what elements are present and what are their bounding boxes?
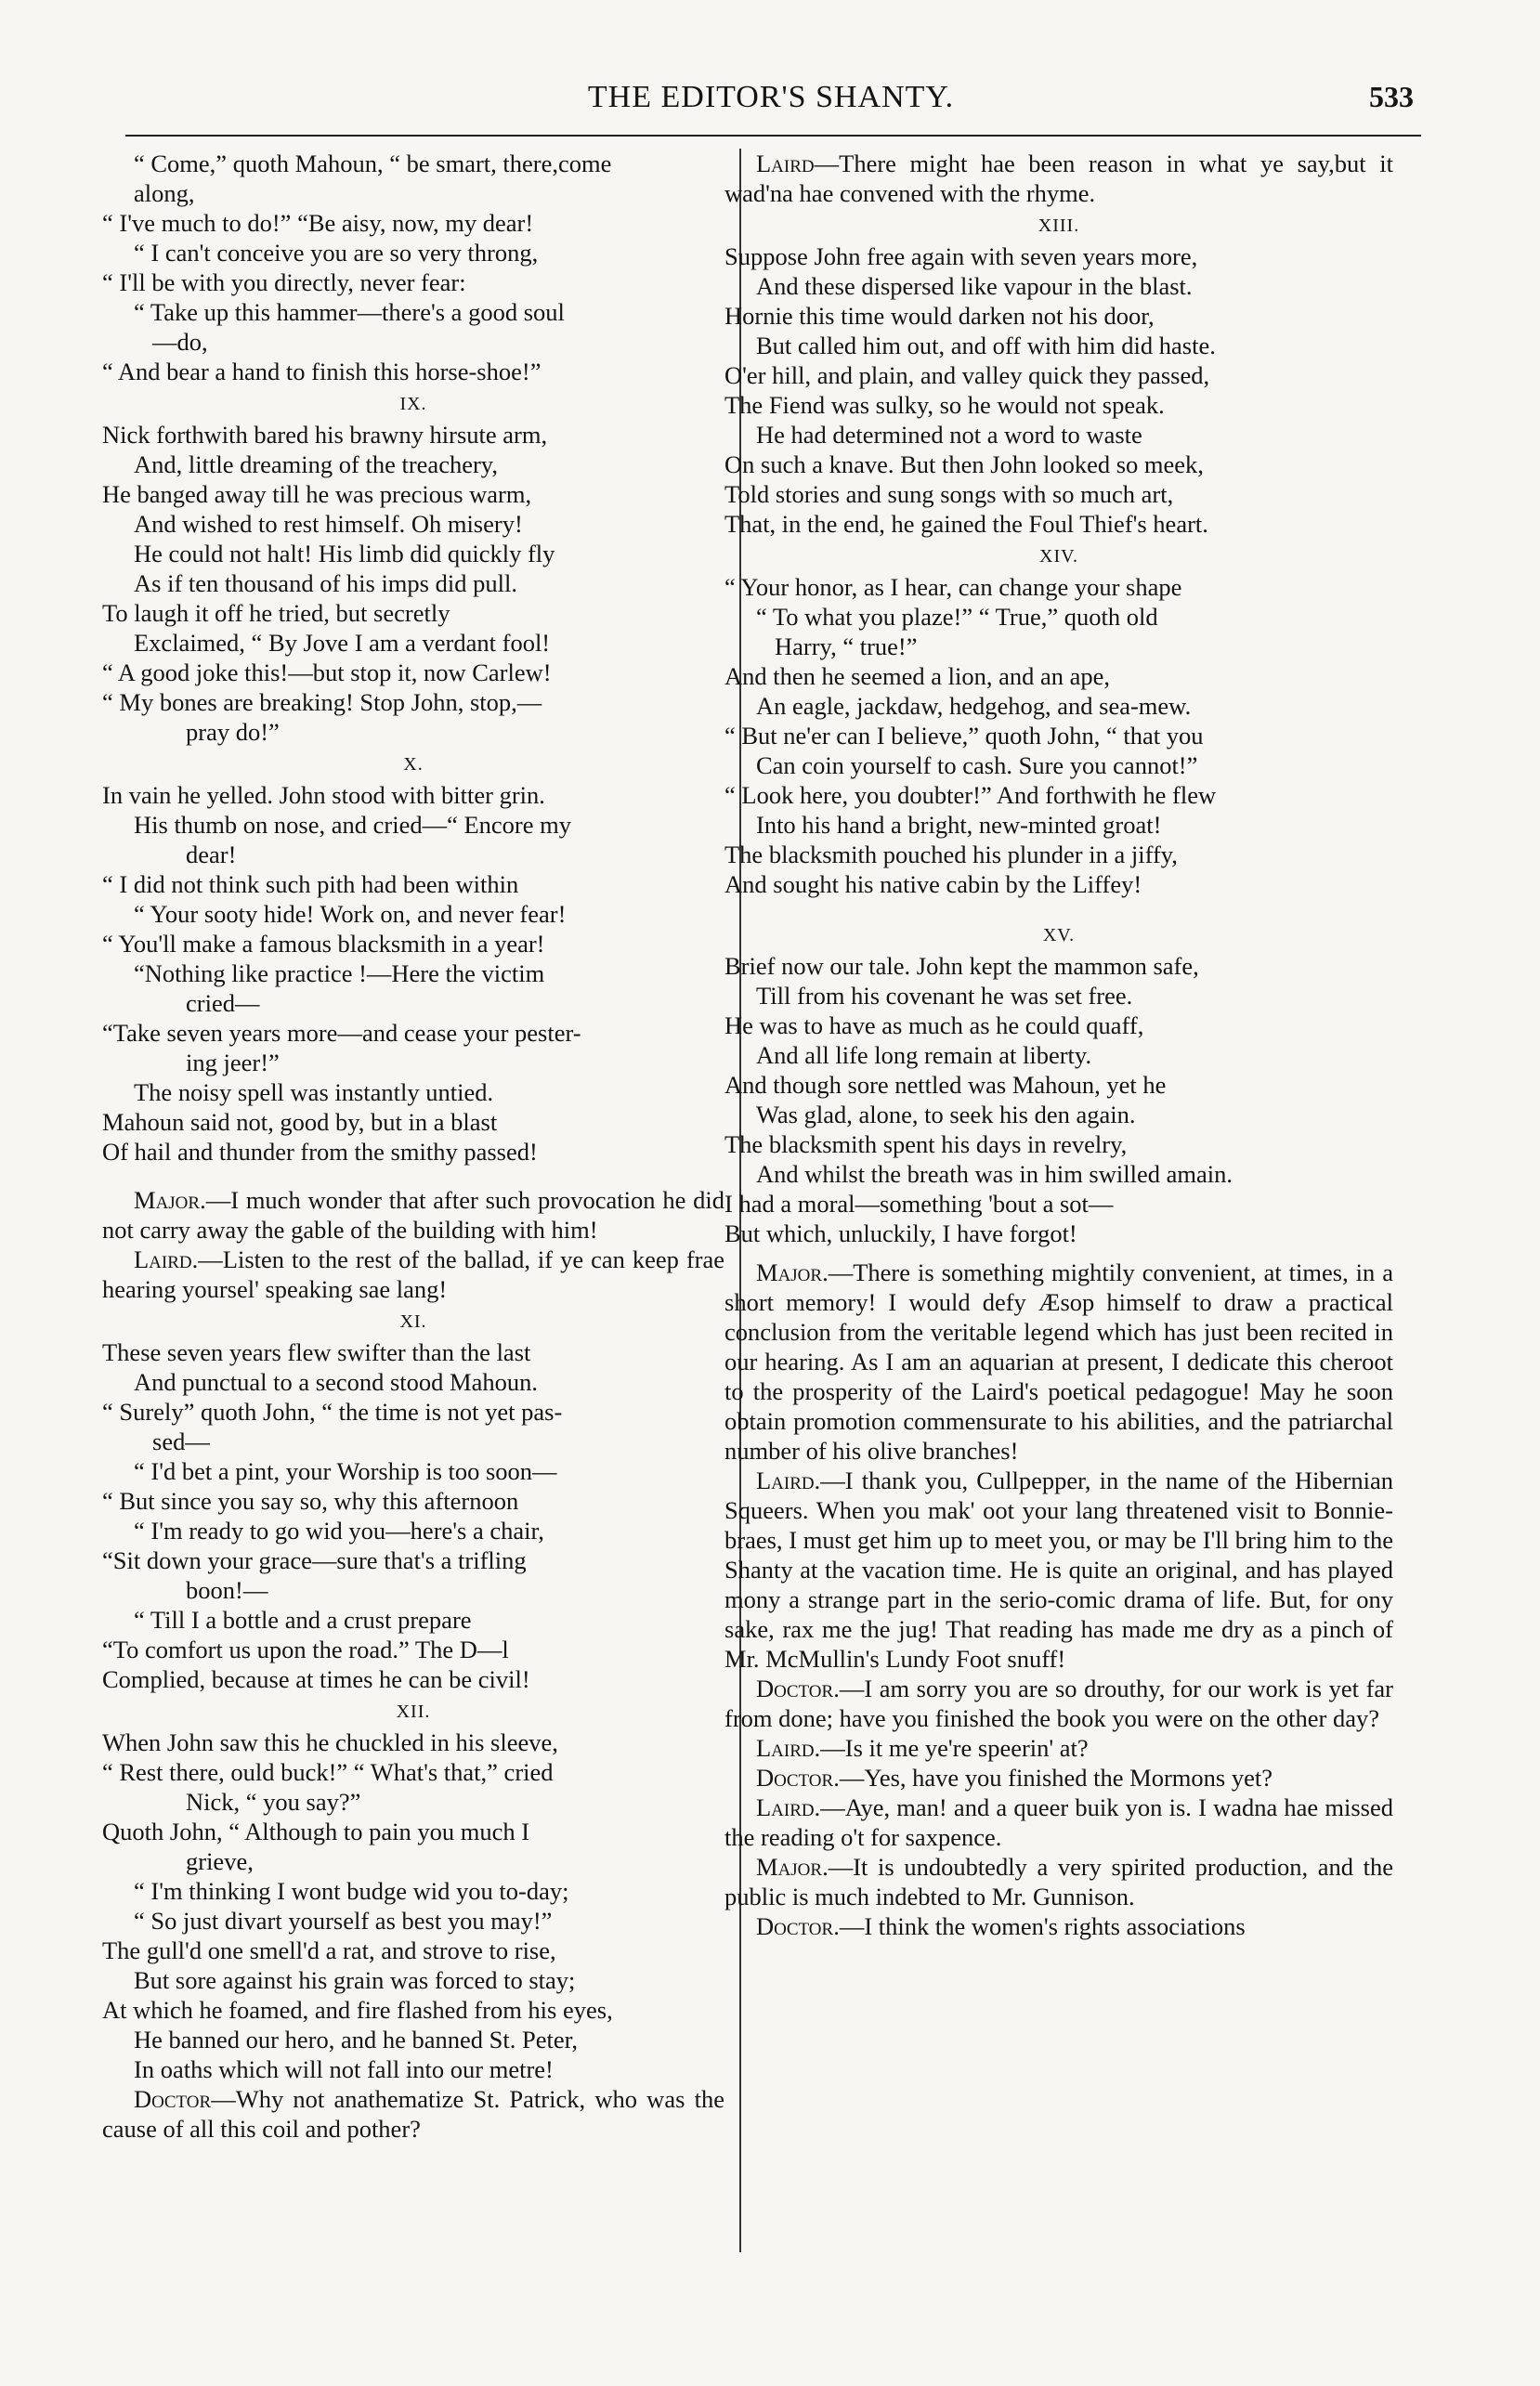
verse-line: Of hail and thunder from the smithy passed! [102, 1138, 538, 1166]
verse-line: To laugh it off he tried, but secretly [102, 599, 450, 627]
verse-line: Nick forthwith bared his brawny hirsute arm, [102, 421, 548, 449]
verse-line: And whilst the breath was in him swilled amain. [756, 1160, 1233, 1188]
verse-line: “ Rest there, ould buck!” “ What's that,” cried [102, 1758, 554, 1786]
verse-line: Into his hand a bright, new-minted groat! [756, 811, 1162, 839]
dialogue-paragraph [724, 1911, 1393, 1941]
verse-line: “ I've much to do!” “Be aisy, now, my dear! [102, 209, 534, 237]
verse-line: But sore against his grain was forced to stay; [134, 1966, 576, 1994]
verse-line: “ Your honor, as I hear, can change your shape [724, 573, 1182, 601]
dialogue-paragraph [102, 1245, 724, 1304]
verse-line: “ Your sooty hide! Work on, and never fear! [134, 900, 567, 928]
verse-line: grieve, [186, 1847, 254, 1875]
dialogue-paragraph [724, 149, 1393, 208]
speaker-name: Major. [756, 1258, 829, 1286]
verse-line: pray do!” [186, 718, 280, 746]
verse-line: He was to have as much as he could quaff, [724, 1011, 1144, 1039]
verse-line: In oaths which will not fall into our metre! [134, 2055, 554, 2083]
verse-line: He banned our hero, and he banned St. Peter, [134, 2026, 578, 2054]
verse-line: Brief now our tale. John kept the mammon safe, [724, 952, 1199, 980]
verse-line: When John saw this he chuckled in his sleeve, [102, 1728, 558, 1756]
verse-line: And, little dreaming of the treachery, [134, 450, 498, 478]
speaker-name: Laird. [134, 1245, 199, 1273]
verse-line: “ I'm ready to go wid you—here's a chair, [134, 1517, 544, 1545]
verse-line: He had determined not a word to waste [756, 421, 1142, 449]
verse-line: Suppose John free again with seven years more, [724, 242, 1198, 270]
page-header [121, 80, 1421, 128]
verse-line: On such a knave. But then John looked so meek, [724, 450, 1204, 478]
verse-line: dear! [186, 841, 237, 868]
verse-line: Complied, because at times he can be civil! [102, 1665, 530, 1693]
dialogue-text: —I think the women's rights associations [839, 1912, 1246, 1940]
running-title: THE EDITOR'S SHANTY. [587, 80, 955, 114]
verse-line: An eagle, jackdaw, hedgehog, and sea-mew. [756, 692, 1192, 720]
dialogue-paragraph [724, 1763, 1393, 1793]
right-column [724, 149, 1393, 1941]
dialogue-text: —Aye, man! and a queer buik yon is. I wadna hae missed the reading o't for saxpence. [724, 1793, 1393, 1851]
dialogue-paragraph [724, 1852, 1393, 1911]
verse-line: “ Surely” quoth John, “ the time is not yet pas- [102, 1398, 563, 1426]
verse-line: He banged away till he was precious warm, [102, 480, 532, 508]
verse-line: “ So just divart yourself as best you may!” [134, 1907, 553, 1935]
verse-line: Can coin yourself to cash. Sure you cannot!” [756, 751, 1198, 779]
verse-line: “ Come,” quoth Mahoun, “ be smart, there,come [134, 150, 612, 177]
verse-line: “Take seven years more—and cease your pester- [102, 1019, 581, 1047]
verse-line: The blacksmith spent his days in revelry, [724, 1130, 1128, 1158]
verse-line: “ Look here, you doubter!” And forthwith he flew [724, 781, 1217, 809]
stanza-number: XV. [1042, 925, 1076, 945]
verse-line: And these dispersed like vapour in the blast. [756, 272, 1193, 300]
verse-line: He could not halt! His limb did quickly fly [134, 540, 555, 567]
left-column [102, 149, 724, 2144]
speaker-name: Doctor [134, 2085, 212, 2113]
verse-line: “Nothing like practice !—Here the victim [134, 959, 545, 987]
verse-line: Exclaimed, “ By Jove I am a verdant fool! [134, 629, 551, 657]
verse-line: “ A good joke this!—but stop it, now Carlew! [102, 658, 552, 686]
dialogue-paragraph [724, 1466, 1393, 1674]
spacer [724, 1248, 1393, 1258]
verse-line: I had a moral—something 'bout a sot— [724, 1190, 1114, 1218]
stanza-number: IX. [399, 394, 427, 414]
verse-line: “ You'll make a famous blacksmith in a year! [102, 930, 545, 958]
verse-line: The noisy spell was instantly untied. [134, 1078, 494, 1106]
verse-line: In vain he yelled. John stood with bitter grin. [102, 781, 545, 809]
dialogue-text: —Listen to the rest of the ballad, if ye can keep frae hearing yoursel' speaking sae lang! [102, 1245, 724, 1303]
speaker-name: Major. [134, 1186, 206, 1214]
verse-line: His thumb on nose, and cried—“ Encore my [134, 811, 571, 839]
verse-line: “ And bear a hand to finish this horse-shoe!” [102, 358, 542, 385]
dialogue-text: —I am sorry you are so drouthy, for our work is yet far from done; have you finished the book you were on the other day? [724, 1675, 1393, 1732]
stanza-number: XII. [396, 1701, 431, 1722]
verse-line: boon!— [186, 1576, 268, 1604]
verse-line: The Fiend was sulky, so he would not speak. [724, 391, 1165, 419]
dialogue-paragraph [102, 2084, 724, 2144]
verse-line: “ I'm thinking I wont budge wid you to-day; [134, 1877, 569, 1905]
verse-line: “To comfort us upon the road.” The D—l [102, 1636, 509, 1663]
verse-line: “ I'll be with you directly, never fear: [102, 268, 466, 296]
verse-line: But called him out, and off with him did haste. [756, 332, 1216, 359]
verse-line: “ But ne'er can I believe,” quoth John, “ that you [724, 722, 1204, 750]
verse-line: cried— [186, 989, 260, 1017]
dialogue-text: —There might hae been reason in what ye say,but it wad'na hae convened with the rhyme. [724, 150, 1393, 207]
verse-line: Told stories and sung songs with so much art, [724, 480, 1174, 508]
speaker-name: Doctor. [756, 1912, 840, 1940]
dialogue-text: —There is something mightily convenient, at times, in a short memory! I would defy Æsop himself to draw a practical conclusion from the veritable legend which has just been recited in our hearing. As I am an aquarian at present, I dedicate this cheroot to the prosperity of the Laird's poetical pedagogue! May he soon obtain promotion commensurate to his abilities, and the patriarchal number of his olive branches! [724, 1258, 1393, 1465]
verse-line: along, [134, 179, 195, 207]
speaker-name: Major. [756, 1853, 829, 1881]
verse-line: Hornie this time would darken not his door, [724, 302, 1155, 330]
verse-line: At which he foamed, and fire flashed from his eyes, [102, 1996, 613, 2024]
stanza-number: XIII. [1038, 215, 1080, 236]
dialogue-text: —Yes, have you finished the Mormons yet? [839, 1764, 1272, 1792]
verse-line: “ Till I a bottle and a crust prepare [134, 1606, 472, 1634]
page-number: 533 [1369, 80, 1414, 113]
verse-line: Till from his covenant he was set free. [756, 982, 1133, 1010]
verse-line: Was glad, alone, to seek his den again. [756, 1101, 1136, 1128]
speaker-name: Doctor. [756, 1764, 840, 1792]
verse-line: The gull'd one smell'd a rat, and strove to rise, [102, 1936, 556, 1964]
verse-line: As if ten thousand of his imps did pull. [134, 569, 517, 597]
speaker-name: Laird [756, 150, 815, 177]
dialogue-text: —I much wonder that after such provocation he did not carry away the gable of the building with him! [102, 1186, 724, 1244]
verse-line: But which, unluckily, I have forgot! [724, 1219, 1077, 1247]
verse-line: “ But since you say so, why this afternoon [102, 1487, 519, 1515]
verse-line: “ I can't conceive you are so very throng, [134, 239, 539, 267]
stanza-number: XI. [399, 1311, 427, 1332]
verse-line: Mahoun said not, good by, but in a blast [102, 1108, 498, 1136]
verse-line: “ My bones are breaking! Stop John, stop,— [102, 688, 542, 716]
verse-line: And wished to rest himself. Oh misery! [134, 510, 523, 538]
stanza-number: X. [403, 754, 424, 775]
dialogue-paragraph [102, 1185, 724, 1245]
dialogue-text: —It is undoubtedly a very spirited production, and the public is much indebted to Mr. Gunnison. [724, 1853, 1393, 1910]
verse-line: sed— [152, 1428, 210, 1455]
header-rule [125, 135, 1421, 137]
spacer [102, 1167, 724, 1185]
verse-line: Quoth John, “ Although to pain you much I [102, 1818, 530, 1845]
verse-line: “ I did not think such pith had been within [102, 870, 519, 898]
dialogue-paragraph [724, 1674, 1393, 1733]
verse-line: “ I'd bet a pint, your Worship is too soon— [134, 1457, 557, 1485]
verse-line: “ To what you plaze!” “ True,” quoth old [756, 603, 1158, 631]
verse-line: The blacksmith pouched his plunder in a jiffy, [724, 841, 1178, 868]
verse-line: And then he seemed a lion, and an ape, [724, 662, 1111, 690]
speaker-name: Laird. [756, 1467, 821, 1494]
dialogue-text: —I thank you, Cullpepper, in the name of the Hibernian Squeers. When you mak' oot your lang threatened visit to Bonnie-braes, I must get him up to meet you, or may be I'll bring him to the Shanty at the vacation time. He is quite an original, and has played mony a strange part in the serio-comic drama of life. But, for ony sake, rax me the jug! That reading has made me dry as a pinch of Mr. McMullin's Lundy Foot snuff! [724, 1467, 1393, 1673]
spacer [724, 899, 1393, 918]
dialogue-paragraph [724, 1258, 1393, 1466]
speaker-name: Laird. [756, 1793, 821, 1821]
verse-line: These seven years flew swifter than the last [102, 1338, 531, 1366]
verse-line: Harry, “ true!” [775, 632, 918, 660]
verse-line: ing jeer!” [186, 1049, 280, 1076]
verse-line: And punctual to a second stood Mahoun. [134, 1368, 538, 1396]
dialogue-text: —Why not anathematize St. Patrick, who was the cause of all this coil and pother? [102, 2085, 724, 2143]
verse-line: “ Take up this hammer—there's a good soul [134, 298, 565, 326]
speaker-name: Doctor. [756, 1675, 840, 1702]
speaker-name: Laird. [756, 1734, 821, 1762]
verse-line: “Sit down your grace—sure that's a trifling [102, 1546, 527, 1574]
verse-line: And all life long remain at liberty. [756, 1041, 1092, 1069]
verse-line: —do, [152, 328, 208, 356]
verse-line: Nick, “ you say?” [186, 1788, 361, 1816]
verse-line: That, in the end, he gained the Foul Thief's heart. [724, 510, 1208, 538]
verse-line: And sought his native cabin by the Liffey! [724, 870, 1142, 898]
dialogue-text: —Is it me ye're speerin' at? [820, 1734, 1089, 1762]
dialogue-paragraph [724, 1793, 1393, 1852]
stanza-number: XIV. [1039, 546, 1078, 567]
verse-line: And though sore nettled was Mahoun, yet he [724, 1071, 1167, 1099]
dialogue-paragraph [724, 1733, 1393, 1763]
verse-line: O'er hill, and plain, and valley quick they passed, [724, 361, 1210, 389]
